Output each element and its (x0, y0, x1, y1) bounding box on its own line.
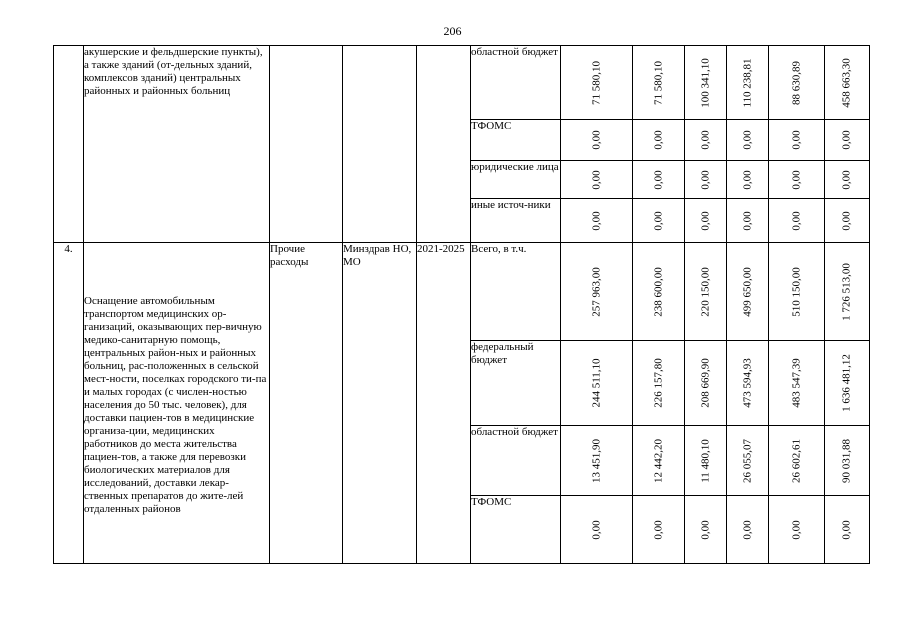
value-cell: 0,00 (769, 199, 825, 243)
value-cell: 0,00 (825, 161, 870, 199)
value-cell: 11 480,10 (685, 426, 727, 496)
value-cell: 208 669,90 (685, 341, 727, 426)
value-cell: 0,00 (769, 120, 825, 161)
value-cell: 0,00 (561, 120, 633, 161)
funding-source: юридические лица (471, 161, 561, 199)
value-cell: 0,00 (633, 199, 685, 243)
table-row (54, 243, 870, 341)
value-cell: 0,00 (825, 199, 870, 243)
funding-source: федеральный бюджет (471, 341, 561, 426)
value-cell: 90 031,88 (825, 426, 870, 496)
executor-cell: Минздрав НО, МО (343, 243, 417, 564)
value-cell: 0,00 (633, 120, 685, 161)
item-number-cell (54, 46, 84, 243)
value-cell: 26 055,07 (727, 426, 769, 496)
value-cell: 257 963,00 (561, 243, 633, 341)
executor-cell (343, 46, 417, 243)
value-cell: 0,00 (685, 161, 727, 199)
item-description-cell: акушерские и фельдшерские пункты), а также зданий (от-дельных зданий, комплексов зданий) центральных районных и районных больниц (84, 46, 270, 243)
value-cell: 226 157,80 (633, 341, 685, 426)
value-cell: 0,00 (769, 496, 825, 564)
period-cell: 2021-2025 (417, 243, 471, 564)
value-cell: 458 663,30 (825, 46, 870, 120)
value-cell: 238 600,00 (633, 243, 685, 341)
value-cell: 220 150,00 (685, 243, 727, 341)
value-cell: 0,00 (633, 496, 685, 564)
value-cell: 1 726 513,00 (825, 243, 870, 341)
value-cell: 110 238,81 (727, 46, 769, 120)
funding-source: областной бюджет (471, 426, 561, 496)
item-number-cell: 4. (54, 243, 84, 564)
funding-source: ТФОМС (471, 120, 561, 161)
page-number: 206 (443, 24, 462, 38)
value-cell: 0,00 (727, 496, 769, 564)
value-cell: 473 594,93 (727, 341, 769, 426)
value-cell: 71 580,10 (633, 46, 685, 120)
value-cell: 0,00 (685, 199, 727, 243)
funding-source: иные источ-ники (471, 199, 561, 243)
funding-source: Всего, в т.ч. (471, 243, 561, 341)
value-cell: 0,00 (561, 496, 633, 564)
program-activities-table (53, 45, 870, 564)
value-cell: 0,00 (727, 161, 769, 199)
value-cell: 0,00 (685, 496, 727, 564)
value-cell: 26 602,61 (769, 426, 825, 496)
value-cell: 244 511,10 (561, 341, 633, 426)
value-cell: 0,00 (825, 496, 870, 564)
value-cell: 0,00 (727, 199, 769, 243)
value-cell: 0,00 (825, 120, 870, 161)
expense-type-cell (270, 46, 343, 243)
funding-source: ТФОМС (471, 496, 561, 564)
value-cell: 12 442,20 (633, 426, 685, 496)
funding-source: областной бюджет (471, 46, 561, 120)
value-cell: 0,00 (727, 120, 769, 161)
value-cell: 510 150,00 (769, 243, 825, 341)
value-cell: 0,00 (561, 199, 633, 243)
period-cell (417, 46, 471, 243)
value-cell: 100 341,10 (685, 46, 727, 120)
value-cell: 71 580,10 (561, 46, 633, 120)
item-description-cell: Оснащение автомобильным транспортом медицинских ор-ганизаций, оказывающих пер-вичную медико-санитарную помощь, центральных район-ных и районных больниц, рас-положенных в сельской мест-ности, поселках городского ти-па и малых городах (с числен-ностью населения до 50 тыс. человек), для доставки пациен-тов в медицинские организа-ции, медицинских работников до места жительства пациен-тов, а также для перевозки биологических материалов для исследований, доставки лекар-ственных препаратов до жите-лей отдаленных районов (84, 243, 270, 564)
expense-type-cell: Прочие расходы (270, 243, 343, 564)
value-cell: 483 547,39 (769, 341, 825, 426)
table-row (54, 46, 870, 120)
value-cell: 0,00 (561, 161, 633, 199)
value-cell: 0,00 (633, 161, 685, 199)
value-cell: 499 650,00 (727, 243, 769, 341)
value-cell: 1 636 481,12 (825, 341, 870, 426)
value-cell: 0,00 (769, 161, 825, 199)
value-cell: 0,00 (685, 120, 727, 161)
value-cell: 13 451,90 (561, 426, 633, 496)
value-cell: 88 630,89 (769, 46, 825, 120)
